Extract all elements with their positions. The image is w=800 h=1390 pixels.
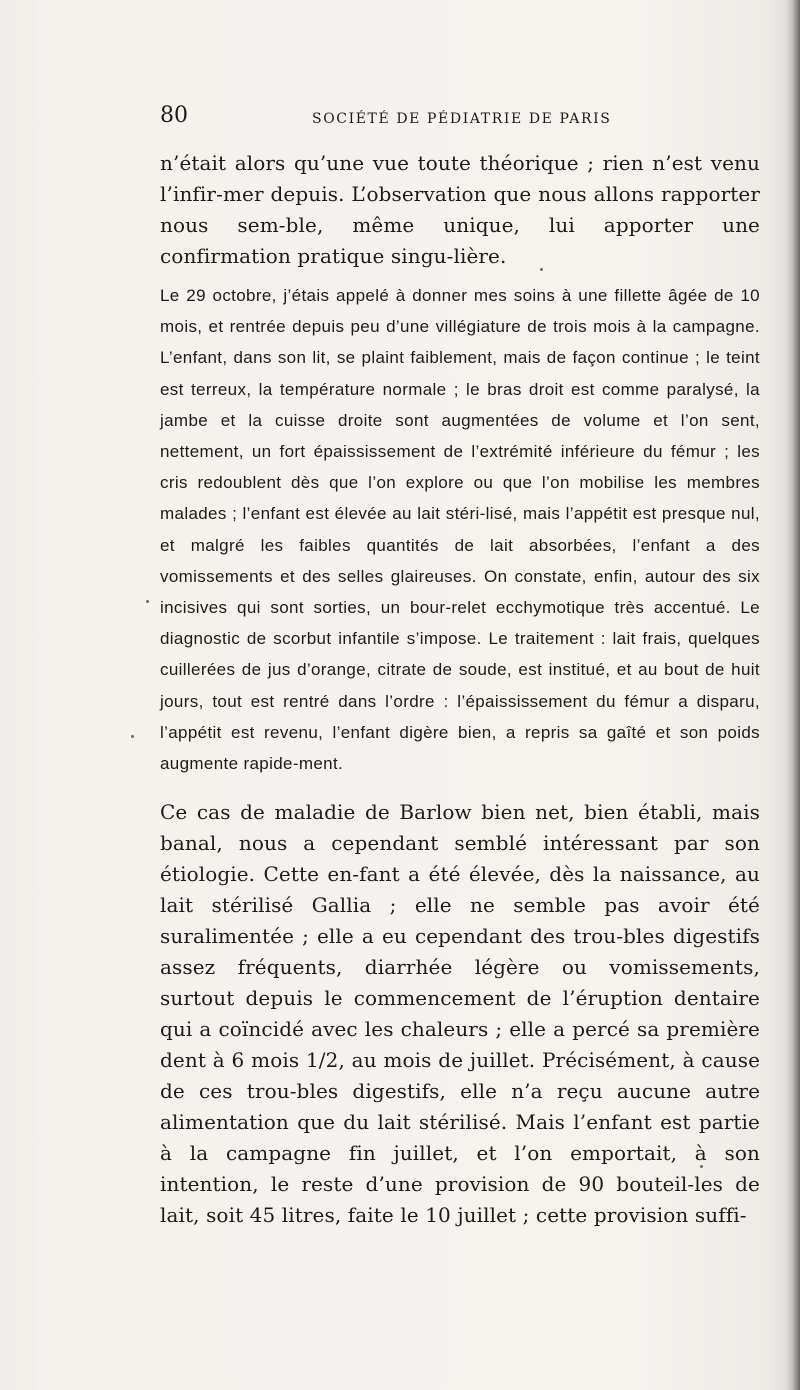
paragraph-intro [160,148,760,272]
page-header [160,103,760,133]
running-title: SOCIÉTÉ DE PÉDIATRIE DE PARIS [312,111,612,127]
page-number: 80 [160,103,188,128]
ink-speck [700,1165,703,1168]
paragraph-case-report-text: Le 29 octobre, j’étais appelé à donner mes soins à une fillette âgée de 10 mois, et rentrée depuis peu d’une villégiature de trois mois à la campagne. L’enfant, dans son lit, se plaint faiblement, mais de façon continue ; le teint est terreux, la température normale ; le bras droit est comme paralysé, la jambe et la cuisse droite sont augmentées de volume et l’on sent, nettement, un fort épaississement de l’extrémité inférieure du fémur ; les cris redoublent dès que l’on explore ou que l’on mobilise les membres malades ; l’enfant est élevée au lait stéri-lisé, mais l’appétit est presque nul, et malgré les faibles quantités de lait absorbées, l’enfant a des vomissements et des selles glaireuses. On constate, enfin, autour des six incisives qui sont sorties, un bour-relet ecchymotique très accentué. Le diagnostic de scorbut infantile s’impose. Le traitement : lait frais, quelques cuillerées de jus d’orange, citrate de soude, est institué, et au bout de huit jours, tout est rentré dans l’ordre : l’épaississement du fémur a disparu, l’appétit est revenu, l’enfant digère bien, a repris sa gaîté et son poids augmente rapide-ment. [160,286,760,774]
paragraph-intro-text: n’était alors qu’une vue toute théorique ; rien n’est venu l’infir-mer depuis. L’observation que nous allons rapporter nous sem-ble, même unique, lui apporter une confirmation pratique singu-lière. [160,151,760,268]
ink-speck [540,268,543,271]
ink-speck [146,600,149,603]
paragraph-discussion [160,797,760,1231]
page-edge-shadow [786,0,800,1390]
ink-speck [131,735,134,738]
paragraph-discussion-text: Ce cas de maladie de Barlow bien net, bien établi, mais banal, nous a cependant semblé intéressant par son étiologie. Cette en-fant a été élevée, dès la naissance, au lait stérilisé Gallia ; elle ne semble pas avoir été suralimentée ; elle a eu cependant des trou-bles digestifs assez fréquents, diarrhée légère ou vomissements, surtout depuis le commencement de l’éruption dentaire qui a coïncidé avec les chaleurs ; elle a percé sa première dent à 6 mois 1/2, au mois de juillet. Précisément, à cause de ces trou-bles digestifs, elle n’a reçu aucune autre alimentation que du lait stérilisé. Mais l’enfant est partie à la campagne fin juillet, et l’on emportait, à son intention, le reste d’une provision de 90 bouteil-les de lait, soit 45 litres, faite le 10 juillet ; cette provision suffi- [160,800,760,1227]
paragraph-case-report [160,280,760,779]
